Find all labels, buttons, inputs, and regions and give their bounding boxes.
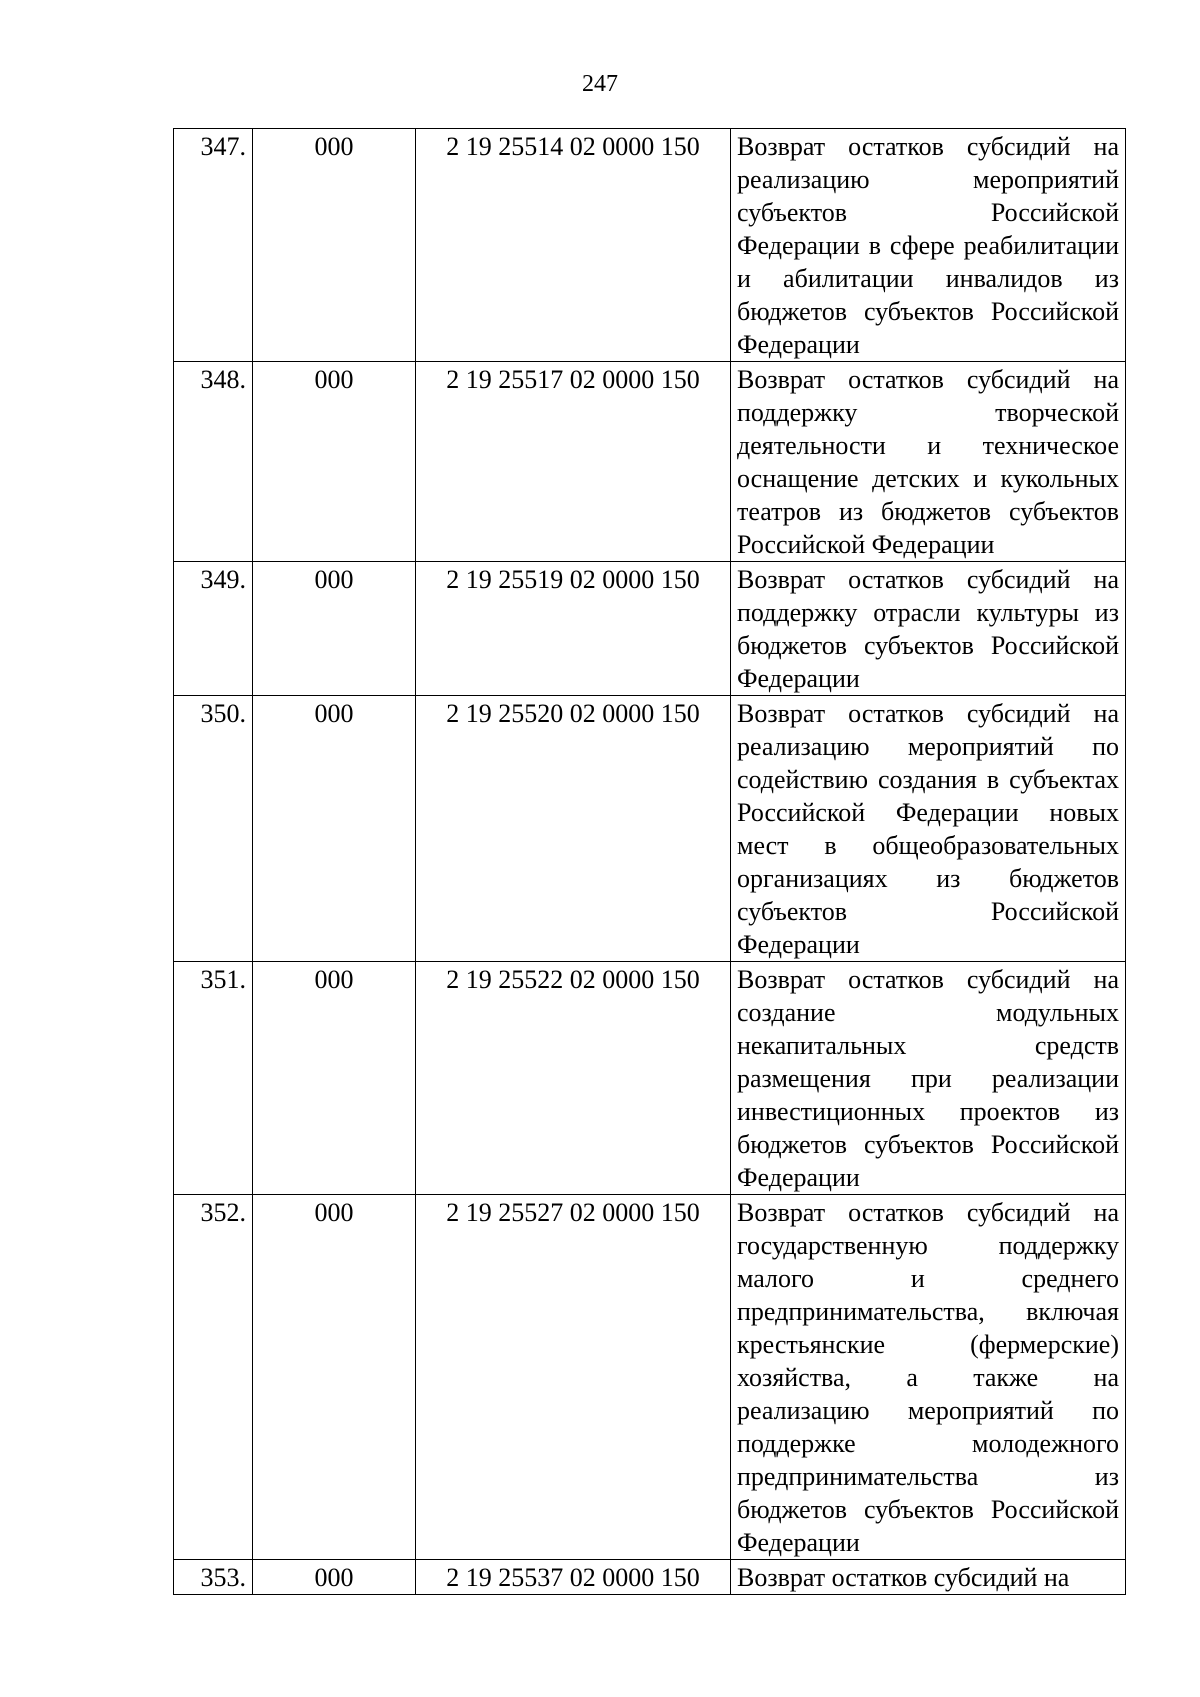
budget-classification-code: 2 19 25514 02 0000 150 [416,129,731,362]
description-line: размещения при реализации [737,1064,1119,1093]
income-description [731,1560,1126,1595]
table-row [174,1560,1126,1595]
budget-codes-table [173,128,1126,1595]
income-description [731,362,1126,562]
description-line: театров из бюджетов субъектов [737,497,1119,526]
admin-code: 000 [253,1195,416,1560]
description-line: Возврат остатков субсидий на [737,132,1119,161]
description-line: деятельности и техническое [737,431,1119,460]
description-line: Федерации [737,664,860,693]
budget-classification-code: 2 19 25537 02 0000 150 [416,1560,731,1595]
description-line: некапитальных средств [737,1031,1119,1060]
table-row [174,562,1126,696]
admin-code: 000 [253,129,416,362]
description-line: бюджетов субъектов Российской [737,1130,1119,1159]
admin-code: 000 [253,562,416,696]
description-line: бюджетов субъектов Российской [737,1495,1119,1524]
description-line: Возврат остатков субсидий на [737,1563,1070,1592]
description-line: организациях из бюджетов [737,864,1119,893]
description-line: хозяйства, а также на [737,1363,1119,1392]
row-number: 352. [174,1195,253,1560]
admin-code: 000 [253,696,416,962]
description-line: реализацию мероприятий по [737,1396,1119,1425]
description-line: поддержку творческой [737,398,1119,427]
description-line: бюджетов субъектов Российской [737,631,1119,660]
admin-code: 000 [253,962,416,1195]
description-line: Возврат остатков субсидий на [737,565,1119,594]
table-row [174,129,1126,362]
description-line: Возврат остатков субсидий на [737,699,1119,728]
description-line: создание модульных [737,998,1119,1027]
budget-classification-code: 2 19 25522 02 0000 150 [416,962,731,1195]
income-description [731,129,1126,362]
description-line: Российской Федерации новых [737,798,1119,827]
description-line: мест в общеобразовательных [737,831,1119,860]
admin-code: 000 [253,362,416,562]
description-line: и абилитации инвалидов из [737,264,1119,293]
budget-classification-code: 2 19 25519 02 0000 150 [416,562,731,696]
description-line: крестьянские (фермерские) [737,1330,1119,1359]
description-line: оснащение детских и кукольных [737,464,1119,493]
description-line: Российской Федерации [737,530,995,559]
description-line: Федерации [737,930,860,959]
description-line: Федерации [737,1163,860,1192]
description-line: субъектов Российской [737,198,1119,227]
description-line: Возврат остатков субсидий на [737,1198,1119,1227]
table-row [174,362,1126,562]
description-line: бюджетов субъектов Российской [737,297,1119,326]
description-line: субъектов Российской [737,897,1119,926]
row-number: 348. [174,362,253,562]
budget-classification-code: 2 19 25520 02 0000 150 [416,696,731,962]
budget-classification-code: 2 19 25517 02 0000 150 [416,362,731,562]
description-line: Федерации [737,330,860,359]
description-line: содействию создания в субъектах [737,765,1119,794]
row-number: 347. [174,129,253,362]
row-number: 350. [174,696,253,962]
description-line: Возврат остатков субсидий на [737,365,1119,394]
income-description [731,562,1126,696]
description-line: инвестиционных проектов из [737,1097,1119,1126]
description-line: реализацию мероприятий [737,165,1119,194]
description-line: Возврат остатков субсидий на [737,965,1119,994]
description-line: поддержке молодежного [737,1429,1119,1458]
row-number: 351. [174,962,253,1195]
income-description [731,1195,1126,1560]
row-number: 353. [174,1560,253,1595]
income-description [731,962,1126,1195]
description-line: предпринимательства, включая [737,1297,1119,1326]
budget-classification-code: 2 19 25527 02 0000 150 [416,1195,731,1560]
description-line: малого и среднего [737,1264,1119,1293]
description-line: Федерации в сфере реабилитации [737,231,1119,260]
page-number: 247 [582,71,618,97]
description-line: государственную поддержку [737,1231,1119,1260]
table-row [174,1195,1126,1560]
description-line: предпринимательства из [737,1462,1119,1491]
income-description [731,696,1126,962]
description-line: поддержку отрасли культуры из [737,598,1119,627]
table-row [174,696,1126,962]
table-body [174,129,1126,1595]
row-number: 349. [174,562,253,696]
table-row [174,962,1126,1195]
admin-code: 000 [253,1560,416,1595]
description-line: реализацию мероприятий по [737,732,1119,761]
description-line: Федерации [737,1528,860,1557]
